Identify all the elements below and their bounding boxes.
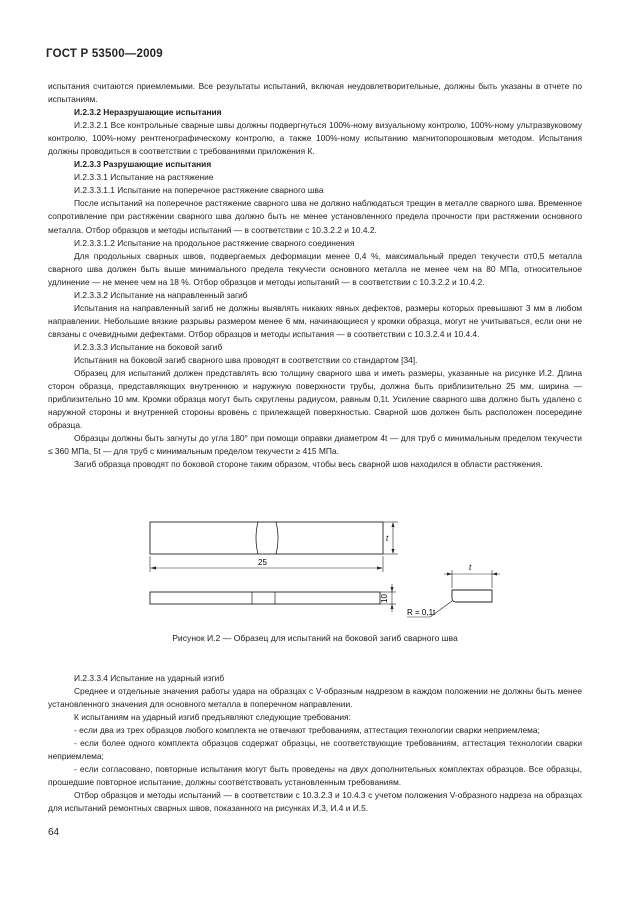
figure-caption: Рисунок И.2 — Образец для испытаний на боковой загиб сварного шва [172,633,458,643]
paragraph: И.2.3.3.1.2 Испытание на продольное растяжение сварного соединения [74,237,355,248]
dim-length: 25 [258,558,267,567]
dim-width: 10 [380,594,389,603]
specimen-side-view [150,592,380,604]
paragraph: И.2.3.3.1.1 Испытание на поперечное растяжение сварного шва [74,185,324,196]
paragraph: Испытания на направленный загиб не должны выявлять никаких явных дефектов, размеры которых превышают 3 мм в любом направлении. Небольшие вязкие разрывы размером менее 6 мм, начинающиеся у кромки образца, могут не учитываться, если они не связаны с очевидными дефектами. Отбор образцов и методы испытания — в соответствии с 10.3.2.4 и 10.4.4. [48,302,582,339]
paragraph: Для продольных сварных швов, подвергаемых деформации менее 0,4 %, максимальный предел текучести σт0,5 металла сварного шва должен быть выше минимального предела текучести основного металла не менее чем на 80 МПа, относительное удлинение — не менее чем на 18 %. Отбор образцов и методы испытаний — в соответствии с 10.3.2.2 и 10.4.2. [48,250,582,287]
paragraph: Отбор образцов и методы испытаний — в соответствии с 10.3.2.3 и 10.4.3 с учетом положения V-образного надреза на образцах для испытаний ремонтных сварных швов, показанного на рисунках И.3, И.4 и И.5. [48,790,582,814]
paragraph: Образцы должны быть загнуты до угла 180° при помощи оправки диаметром 4t — для труб с минимальным пределом текучести ≤ 360 МПа, 5t — для труб с минимальным пределом текучести ≥ 415 МПа. [48,433,582,457]
weld-seam-outline [256,522,278,554]
paragraph: К испытаниям на ударный изгиб предъявляют следующие требования: [74,712,351,723]
figure-side-bend-specimen [0,508,630,628]
paragraph: И.2.3.3.2 Испытание на направленный загиб [74,289,248,300]
dim-t-top: t [386,534,389,543]
paragraph: И.2.3.3 Разрушающие испытания [74,159,212,170]
specimen-top-view [150,522,383,554]
paragraph: Испытания на боковой загиб сварного шва проводят в соответствии со стандартом [34]. [74,354,418,365]
page-header: ГОСТ Р 53500—2009 [46,48,163,60]
body-text-lower [48,672,582,816]
paragraph: После испытаний на поперечное растяжение сварного шва не должно наблюдаться трещин в металле сварного шва. Временное сопротивление при растяжении сварного шва должно быть не менее установленного предела прочности при растяжении основного металла. Отбор образцов и методы испытаний — в соответствии с 10.3.2.2 и 10.4.2. [48,198,582,235]
paragraph: И.2.3.3.1 Испытание на растяжение [74,172,214,183]
paragraph: - если согласовано, повторные испытания могут быть проведены на двух дополнительных комплектах образцов. Все образцы, прошедшие повторное испытание, должны соответствовать установленным требованиям. [48,764,582,788]
dim-t-side: t [469,563,472,572]
paragraph: И.2.3.2 Неразрушающие испытания [74,107,222,118]
paragraph: И.2.3.3.3 Испытание на боковой загиб [74,341,223,352]
paragraph: Загиб образца проводят по боковой стороне таким образом, чтобы весь сварной шов находился в области растяжения. [74,459,543,470]
body-text-upper [48,80,582,471]
radius-label: R = 0,1t [407,608,436,617]
paragraph: Образец для испытаний должен представлять всю толщину сварного шва и иметь размеры, указанные на рисунке И.2. Длина сторон образца, представляющих внутреннюю и наружную поверхности трубы, должна быть приблизительно 25 мм, ширина — приблизительно 10 мм. Кромки образца могут быть скруглены радиусом, равным 0,1t. Усиление сварного шва должно быть удалено с наружной стороны и внутренней стороны вровень с прилежащей поверхностью. Сварной шов должен быть расположен посередине образца. [48,368,582,431]
paragraph: И.2.3.2.1 Все контрольные сварные швы должны подвергнуться 100%-ному визуальному контролю, 100%-ному ультразвуковому контролю, 100%-ному рентгенографическому контролю, а также 100%-ному испытанию магнитопорошковым методом. Испытания должны проводиться в соответствии с требованиями приложения К. [48,120,582,157]
paragraph: - если два из трех образцов любого комплекта не отвечают требованиям, аттестация технологии сварки неприемлема; [74,725,540,736]
paragraph: И.2.3.3.4 Испытание на ударный изгиб [74,673,225,683]
paragraph: - если более одного комплекта образцов содержат образцы, не соответствующие требованиям, аттестация технологии сварки неприемлема; [48,738,582,762]
paragraph: Среднее и отдельные значения работы удара на образцах с V-образным надрезом в каждом положении не должны быть менее установленного значения для основного металла в поперечном направлении. [48,686,582,710]
paragraph: испытания считаются приемлемыми. Все результаты испытаний, включая неудовлетворительные, должны быть указаны в отчете по испытаниям. [48,81,582,105]
page-number: 64 [48,827,60,838]
edge-detail [452,590,492,602]
